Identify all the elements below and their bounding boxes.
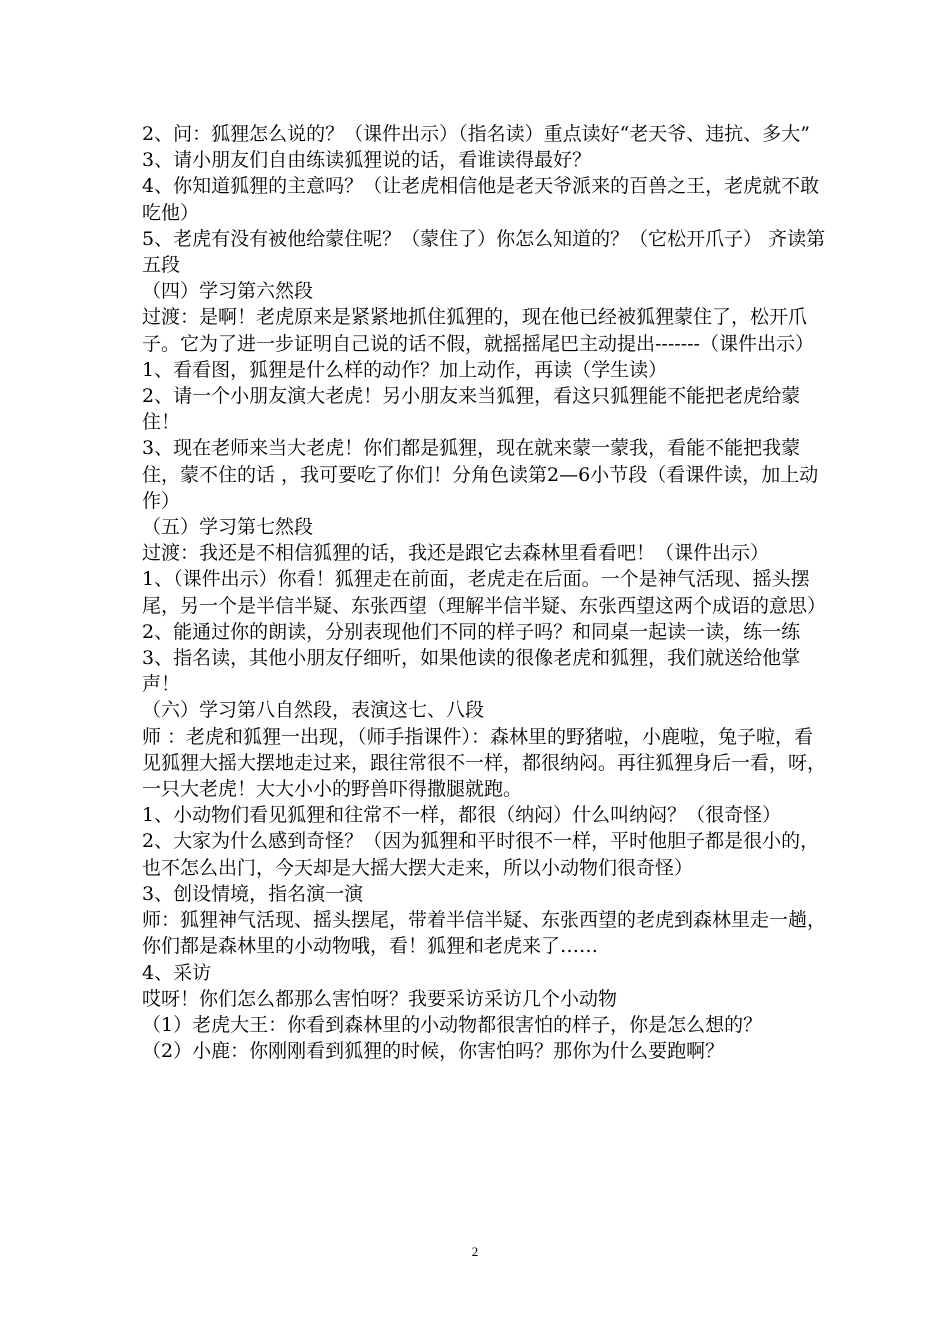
step-3b: 3、指名读，其他小朋友仔细听，如果他读的很像老虎和狐狸，我们就送给他掌声！ <box>142 647 801 696</box>
teacher-paragraph-2: 师：狐狸神气活现、摇头摆尾，带着半信半疑、东张西望的老虎到森林里走一趟，你们都是森林里的小动物哦，看！狐狸和老虎来了…… <box>142 909 827 958</box>
step-3c: 3、创设情境，指名演一演 <box>142 882 364 905</box>
document-body <box>142 121 826 1064</box>
teacher-paragraph-1: 师 ：老虎和狐狸一出现，（师手指课件）：森林里的野猪啦，小鹿啦，兔子啦，看见狐狸大摇大摆地走过来，跟往常很不一样，都很纳闷。再往狐狸身后一看，呀，一只大老虎！大大小小的野兽吓得撒腿就跑。 <box>142 725 827 801</box>
transition-paragraph-2: 过渡：我还是不相信狐狸的话，我还是跟它去森林里看看吧！（课件出示） <box>142 542 770 565</box>
paragraph-4: 4、你知道狐狸的主意吗？（让老虎相信他是老天爷派来的百兽之王，老虎就不敢吃他） <box>142 175 820 224</box>
section-heading-5: （五）学习第七然段 <box>142 516 314 539</box>
interview-intro: 哎呀！你们怎么都那么害怕呀？我要采访采访几个小动物 <box>142 987 618 1010</box>
section-heading-4: （四）学习第六然段 <box>142 280 314 303</box>
step-4c: 4、采访 <box>142 961 212 984</box>
step-2b: 2、能通过你的朗读，分别表现他们不同的样子吗？和同桌一起读一读，练一练 <box>142 620 801 643</box>
step-1b: 1、（课件出示）你看！狐狸走在前面，老虎走在后面。一个是神气活现、摇头摆尾，另一个是半信半疑、东张西望（理解半信半疑、东张西望这两个成语的意思） <box>142 568 827 617</box>
interview-question-1: （1）老虎大王：你看到森林里的小动物都很害怕的样子，你是怎么想的？ <box>142 1013 763 1036</box>
paragraph-2: 2、问：狐狸怎么说的？（课件出示）（指名读）重点读好“老天爷、违抗、多大” <box>142 123 811 145</box>
section-heading-6: （六）学习第八自然段，表演这七、八段 <box>142 699 485 722</box>
paragraph-3: 3、请小朋友们自由练读狐狸说的话，看谁读得最好？ <box>142 149 592 172</box>
transition-paragraph-1: 过渡：是啊！老虎原来是紧紧地抓住狐狸的，现在他已经被狐狸蒙住了，松开爪子。它为了进一步证明自己说的话不假，就摇摇尾巴主动提出-------（课件出示） <box>142 306 814 355</box>
step-3: 3、现在老师来当大老虎！你们都是狐狸，现在就来蒙一蒙我，看能不能把我蒙住，蒙不住的话 ，我可要吃了你们！分角色读第2—6小节段（看课件读，加上动作） <box>142 437 819 512</box>
page-number: 2 <box>471 1244 479 1259</box>
interview-question-2: （2）小鹿：你刚刚看到狐狸的时候，你害怕吗？那你为什么要跑啊？ <box>142 1040 725 1063</box>
step-2: 2、请一个小朋友演大老虎！另小朋友来当狐狸，看这只狐狸能不能把老虎给蒙住！ <box>142 385 801 434</box>
step-1: 1、看看图，狐狸是什么样的动作？加上动作，再读（学生读） <box>142 358 668 381</box>
paragraph-5: 5、老虎有没有被他给蒙住呢？（蒙住了）你怎么知道的？（它松开爪子） 齐读第五段 <box>142 227 826 277</box>
step-2c: 2、大家为什么感到奇怪？（因为狐狸和平时很不一样，平时他胆子都是很小的，也不怎么出门，今天却是大摇大摆大走来，所以小动物们很奇怪） <box>142 830 820 879</box>
step-1c: 1、小动物们看见狐狸和往常不一样，都很（纳闷）什么叫纳闷？（很奇怪） <box>142 804 782 827</box>
